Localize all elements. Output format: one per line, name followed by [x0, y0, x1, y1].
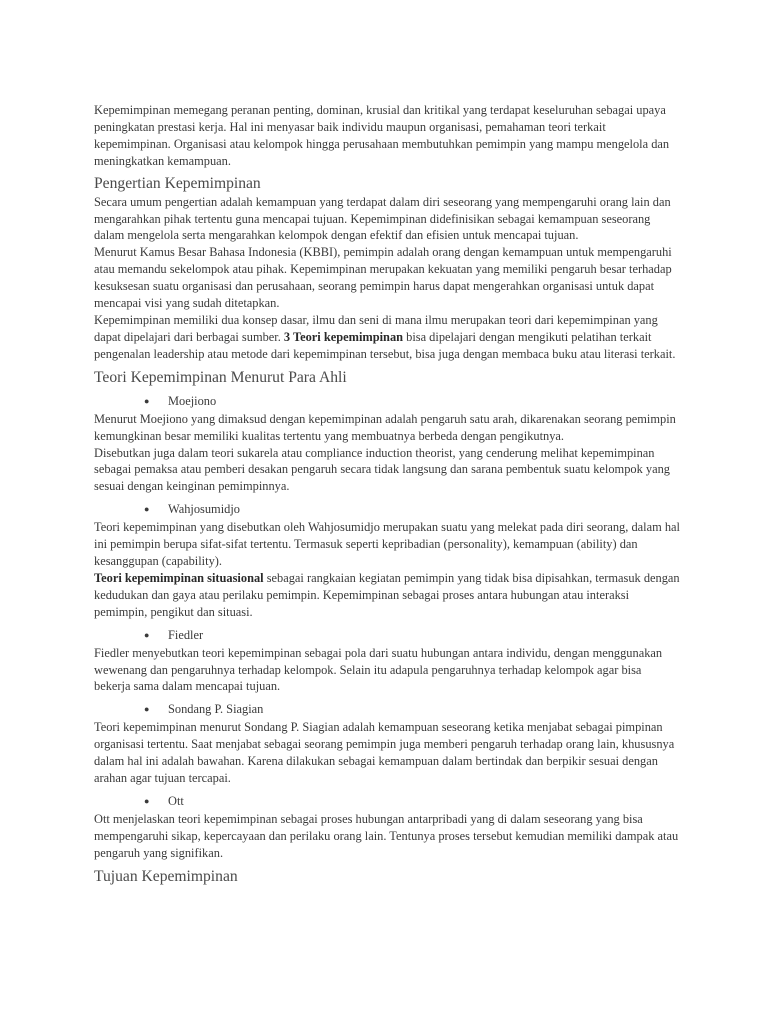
bullet-item-sondang	[94, 701, 680, 718]
heading-pengertian: Pengertian Kepemimpinan	[94, 174, 261, 192]
bullet-dot-icon: ●	[144, 504, 150, 515]
pengertian-p3-text-a: Kepemimpinan memiliki dua konsep dasar, ilmu dan seni di mana ilmu merupakan teori dari kepemimpinan yang dapat dipelajari dari berbagai sumber.	[94, 312, 658, 344]
fiedler-paragraph: Fiedler menyebutkan teori kepemimpinan sebagai pola dari suatu hubungan antara individu, dengan menggunakan wewenang dan pengaruhnya terhadap kelompok. Selain itu adapula pengaruhnya terhadap kelompok agar bisa bekerja sama dalam mencapai tujuan.	[94, 645, 663, 694]
moejiono-paragraph-2: Disebutkan juga dalam teori sukarela atau compliance induction theorist, yang cenderung melihat kepemimpinan sebagai pemaksa atau pemberi desakan pengaruh secara tidak langsung dan sarana pembentuk suatu kelompok yang sesuai dengan keinginan pemimpinnya.	[94, 445, 670, 494]
wahjosumidjo-p2-text: sebagai rangkaian kegiatan pemimpin yang tidak bisa dipisahkan, termasuk dengan kedudukan dan gaya atau perilaku pemimpin. Kepemimpinan sebagai proses antara hubungan atau interaksi pemimpin, pengikut dan situasi.	[94, 570, 680, 619]
bullet-item-ott	[94, 793, 680, 810]
heading-tujuan: Tujuan Kepemimpinan	[94, 867, 238, 885]
bullet-label: Ott	[168, 794, 184, 808]
bullet-label: Wahjosumidjo	[168, 502, 240, 517]
intro-paragraph: Kepemimpinan memegang peranan penting, dominan, krusial dan kritikal yang terdapat keseluruhan sebagai upaya peningkatan prestasi kerja. Hal ini menyasar baik individu maupun organisasi, pemahaman teori terkait kepemimpinan. Organisasi atau kelompok hingga perusahaan membutuhkan pemimpin yang mampu mengelola dan meningkatkan kemampuan.	[94, 103, 670, 168]
bullet-item-wahjosumidjo	[94, 501, 680, 518]
bullet-label: Sondang P. Siagian	[168, 702, 264, 717]
pengertian-paragraph-2: Menurut Kamus Besar Bahasa Indonesia (KBBI), pemimpin adalah orang dengan kemampuan untuk mempengaruhi atau memandu sekelompok atau pihak. Kepemimpinan merupakan kekuatan yang memiliki pengaruh besar terhadap kesuksesan suatu organisasi dan perusahaan, seorang pemimpin harus dapat mengerahkan organisasi untuk dapat mencapai visi yang sudah ditetapkan.	[94, 245, 672, 311]
bullet-dot-icon: ●	[144, 796, 150, 806]
moejiono-paragraph-1: Menurut Moejiono yang dimaksud dengan kepemimpinan adalah pengaruh satu arah, dikarenakan seorang pemimpin kemungkinan besar memiliki kualitas tertentu yang membuatnya berbeda dengan pengikutnya.	[94, 411, 676, 443]
bullet-label: Moejiono	[168, 393, 217, 408]
pengertian-p3-text-b: bisa dipelajari dengan mengikuti pelatihan terkait pengenalan leadership atau metode dari kepemimpinan tersebut, bisa juga dengan membaca buku atau literasi terkait.	[94, 329, 676, 361]
bullet-dot-icon: ●	[144, 395, 150, 406]
teori-situasional-bold: Teori kepemimpinan situasional	[94, 570, 264, 585]
heading-teori-para-ahli: Teori Kepemimpinan Menurut Para Ahli	[94, 368, 347, 386]
wahjosumidjo-paragraph-1: Teori kepemimpinan yang disebutkan oleh Wahjosumidjo merupakan suatu yang melekat pada diri seorang, dalam hal ini pemimpin berupa sifat-sifat tertentu. Termasuk seperti kepribadian (personality), kemampuan (ability) dan kesanggupan (capability).	[94, 520, 680, 569]
document-body	[94, 102, 680, 887]
wahjosumidjo-paragraph-2	[94, 570, 680, 621]
bullet-item-fiedler	[94, 627, 680, 644]
ott-paragraph: Ott menjelaskan teori kepemimpinan sebagai proses hubungan antarpribadi yang di dalam seseorang yang bisa mempengaruhi sikap, kepercayaan dan perilaku orang lain. Tentunya proses tersebut kemudian memiliki dampak atau pengaruh yang signifikan.	[94, 812, 679, 860]
pengertian-paragraph-1: Secara umum pengertian adalah kemampuan yang terdapat dalam diri seseorang yang mempengaruhi orang lain dan mengarahkan pihak tertentu guna mencapai tujuan. Kepemimpinan didefinisikan sebagai kemampuan seseorang dalam mengelola serta mengarahkan kelompok dengan efektif dan efisien untuk mencapai tujuan.	[94, 194, 671, 243]
pengertian-paragraph-3	[94, 312, 680, 363]
bullet-label: Fiedler	[168, 627, 204, 642]
sondang-paragraph: Teori kepemimpinan menurut Sondang P. Siagian adalah kemampuan seseorang ketika menjabat sebagai pimpinan organisasi tertentu. Saat menjabat sebagai seorang pemimpin juga memberi pengaruh terhadap orang lain, khususnya dalam hal ini adalah bawahan. Karena dilakukan sebagai kemampuan dalam bertindak dan berpikir sesuai dengan arahan agar tujuan tercapai.	[94, 720, 675, 786]
teori-kepemimpinan-link: 3 Teori kepemimpinan	[283, 329, 404, 344]
bullet-dot-icon: ●	[144, 704, 150, 715]
bullet-item-moejiono	[94, 393, 680, 410]
bullet-dot-icon: ●	[144, 629, 150, 640]
